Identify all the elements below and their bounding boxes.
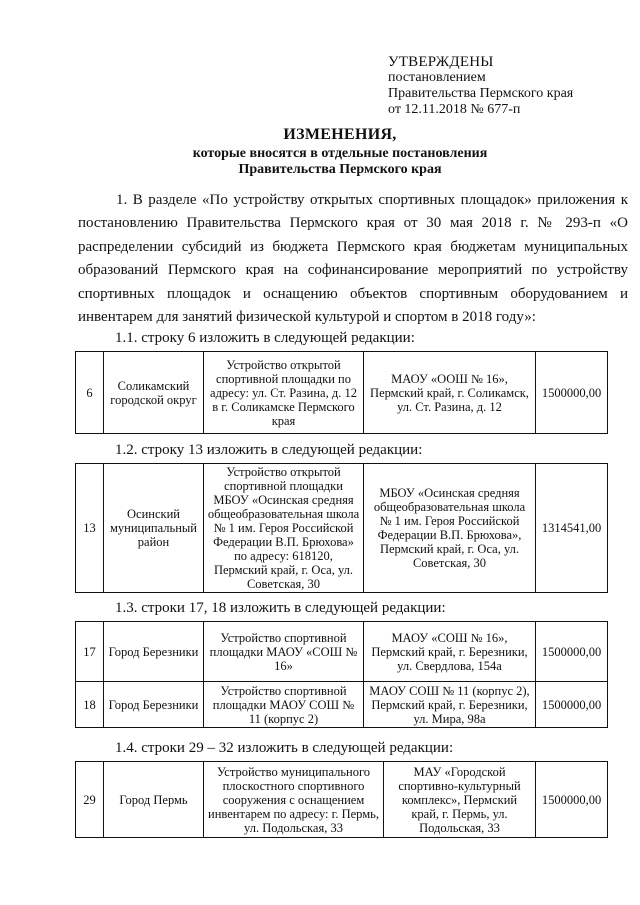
object-cell: Устройство муниципального плоскостного спортивного сооружения с оснащением инвентарем по адресу: г. Пермь, ул. Подольская, 33 — [204, 762, 384, 838]
approval-block — [388, 54, 633, 118]
institution-cell: МАОУ «СОШ № 16», Пермский край, г. Березники, ул. Свердлова, 154а — [364, 622, 536, 682]
row-number: 6 — [76, 352, 104, 434]
institution-cell: МАОУ «ООШ № 16», Пермский край, г. Соликамск, ул. Ст. Разина, д. 12 — [364, 352, 536, 434]
institution-cell: МБОУ «Осинская средняя общеобразовательная школа № 1 им. Героя Российской Федерации В.П. Брюхова», Пермский край, г. Оса, ул. Советская, 30 — [364, 464, 536, 593]
table-row — [76, 682, 608, 728]
approval-heading: УТВЕРЖДЕНЫ — [388, 54, 494, 70]
section-heading-1-3: 1.3. строки 17, 18 изложить в следующей редакции: — [115, 600, 446, 616]
approval-date-line: от 12.11.2018 № 677-п — [388, 102, 521, 117]
municipality-cell: Соликамский городской округ — [104, 352, 204, 434]
amendment-table-1-2 — [75, 463, 608, 593]
subtitle-line: Правительства Пермского края — [238, 162, 442, 177]
approval-line: постановлением — [388, 70, 486, 85]
paragraph-1: 1. В разделе «По устройству открытых спортивных площадок» приложения к постановлению Правительства Пермского края от 30 мая 2018 г. № 293-п «О распределении субсидий из бюджета Пермского края бюджетам муниципальных образований Пермского края на софинансирование мероприятий по устройству спортивных площадок и оснащению объектов спортивным оборудованием и инвентарем для занятий физической культурой и спортом в 2018 году»: — [78, 192, 628, 326]
amount-cell: 1500000,00 — [536, 622, 608, 682]
municipality-cell: Город Березники — [104, 622, 204, 682]
document-subtitle — [60, 146, 620, 178]
subtitle-line: которые вносятся в отдельные постановления — [192, 146, 488, 161]
document-title: ИЗМЕНЕНИЯ, — [283, 126, 397, 143]
municipality-cell: Город Березники — [104, 682, 204, 728]
institution-cell: МАОУ СОШ № 11 (корпус 2), Пермский край, г. Березники, ул. Мира, 98а — [364, 682, 536, 728]
approval-line: Правительства Пермского края — [388, 86, 574, 101]
institution-cell: МАУ «Городской спортивно-культурный комплекс», Пермский край, г. Пермь, ул. Подольская, 33 — [384, 762, 536, 838]
municipality-cell: Город Пермь — [104, 762, 204, 838]
table-row — [76, 762, 608, 838]
row-number: 17 — [76, 622, 104, 682]
section-heading-1-2: 1.2. строку 13 изложить в следующей редакции: — [115, 442, 423, 458]
section-heading-1-4: 1.4. строки 29 – 32 изложить в следующей редакции: — [115, 740, 454, 756]
table-row — [76, 622, 608, 682]
object-cell: Устройство спортивной площадки МАОУ СОШ № 11 (корпус 2) — [204, 682, 364, 728]
object-cell: Устройство открытой спортивной площадки по адресу: ул. Ст. Разина, д. 12 в г. Соликамске Пермского края — [204, 352, 364, 434]
amount-cell: 1500000,00 — [536, 352, 608, 434]
row-number: 13 — [76, 464, 104, 593]
object-cell: Устройство открытой спортивной площадки МБОУ «Осинская средняя общеобразовательная школа № 1 им. Героя Российской Федерации В.П. Брюхова» по адресу: 618120, Пермский край, г. Оса, ул. Советская, 30 — [204, 464, 364, 593]
amount-cell: 1500000,00 — [536, 682, 608, 728]
amount-cell: 1314541,00 — [536, 464, 608, 593]
table-row — [76, 464, 608, 593]
amendment-table-1-1 — [75, 351, 608, 434]
amendment-table-1-4 — [75, 761, 608, 838]
amendment-table-1-3 — [75, 621, 608, 728]
object-cell: Устройство спортивной площадки МАОУ «СОШ № 16» — [204, 622, 364, 682]
row-number: 29 — [76, 762, 104, 838]
section-heading-1-1: 1.1. строку 6 изложить в следующей редакции: — [115, 330, 415, 346]
amount-cell: 1500000,00 — [536, 762, 608, 838]
table-row — [76, 352, 608, 434]
row-number: 18 — [76, 682, 104, 728]
municipality-cell: Осинский муниципальный район — [104, 464, 204, 593]
